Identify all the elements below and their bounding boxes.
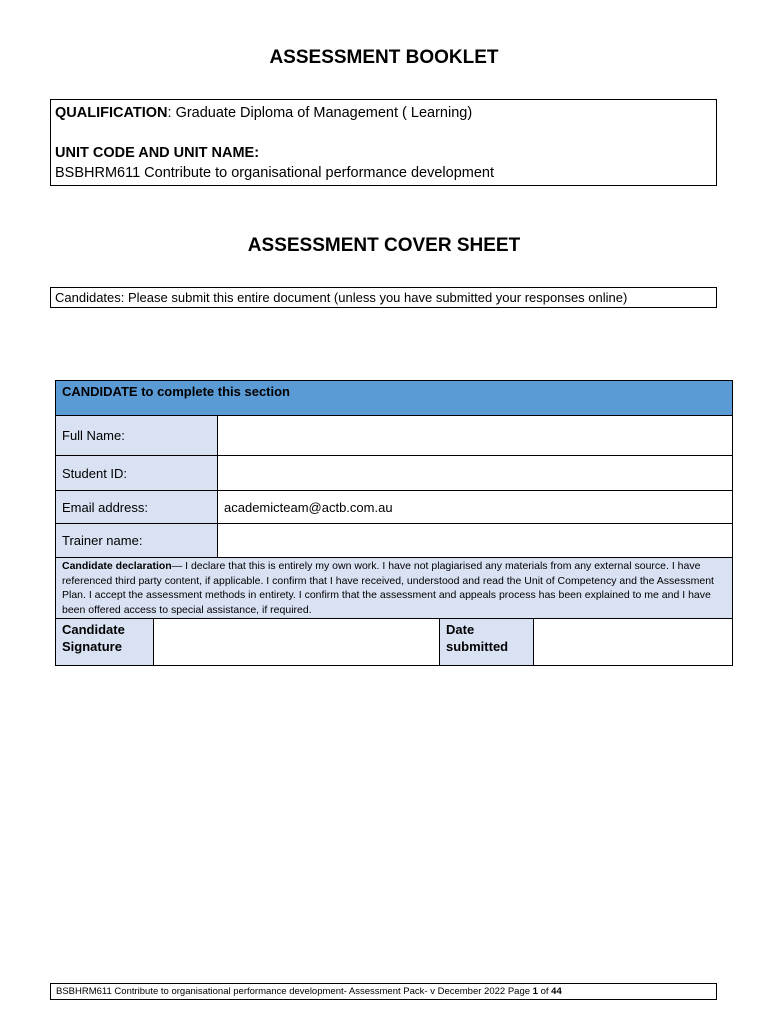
qualification-label: QUALIFICATION xyxy=(55,105,168,121)
signature-label: Candidate Signature xyxy=(56,619,154,666)
unit-value: BSBHRM611 Contribute to organisational performance development xyxy=(55,165,495,181)
email-label: Email address: xyxy=(56,491,218,524)
full-name-field[interactable] xyxy=(218,416,733,456)
footer-page-total: 44 xyxy=(551,986,562,997)
student-id-field[interactable] xyxy=(218,456,733,491)
trainer-name-field[interactable] xyxy=(218,524,733,558)
trainer-name-label: Trainer name: xyxy=(56,524,218,558)
candidate-table xyxy=(55,380,733,666)
footer-text: BSBHRM611 Contribute to organisational performance development- Assessment Pack- v December 2022 Page xyxy=(56,986,533,997)
declaration-label: Candidate declaration xyxy=(62,560,172,572)
candidate-declaration xyxy=(56,558,733,619)
signature-field[interactable] xyxy=(154,619,440,666)
page-footer xyxy=(50,983,717,1000)
candidate-section-header: CANDIDATE to complete this section xyxy=(56,381,733,416)
booklet-title: ASSESSMENT BOOKLET xyxy=(269,47,499,68)
footer-page-number: 1 xyxy=(532,986,538,997)
email-field[interactable]: academicteam@actb.com.au xyxy=(218,491,733,524)
date-submitted-label: Date submitted xyxy=(440,619,534,666)
qualification-value: Graduate Diploma of Management ( Learning) xyxy=(175,105,473,121)
footer-of: of xyxy=(537,986,552,997)
date-submitted-field[interactable] xyxy=(534,619,733,666)
submission-notice: Candidates: Please submit this entire document (unless you have submitted your responses online) xyxy=(50,287,717,308)
qualification-line: QUALIFICATION: Graduate Diploma of Management ( Learning) xyxy=(55,105,473,121)
declaration-text: — I declare that this is entirely my own work. I have not plagiarised any materials from any external source. I have referenced third party content, if applicable. I confirm that I have received, understood and read the Unit of Competency and the Assessment Plan. I accept the assessment methods in entirety. I confirm that the assessment and appeals process has been explained to me and I have been offered access to special assistance, if required. xyxy=(62,560,714,616)
full-name-label: Full Name: xyxy=(56,416,218,456)
cover-sheet-title: ASSESSMENT COVER SHEET xyxy=(247,235,521,256)
student-id-label: Student ID: xyxy=(56,456,218,491)
qualification-box xyxy=(50,99,717,186)
unit-label: UNIT CODE AND UNIT NAME: xyxy=(55,145,260,161)
